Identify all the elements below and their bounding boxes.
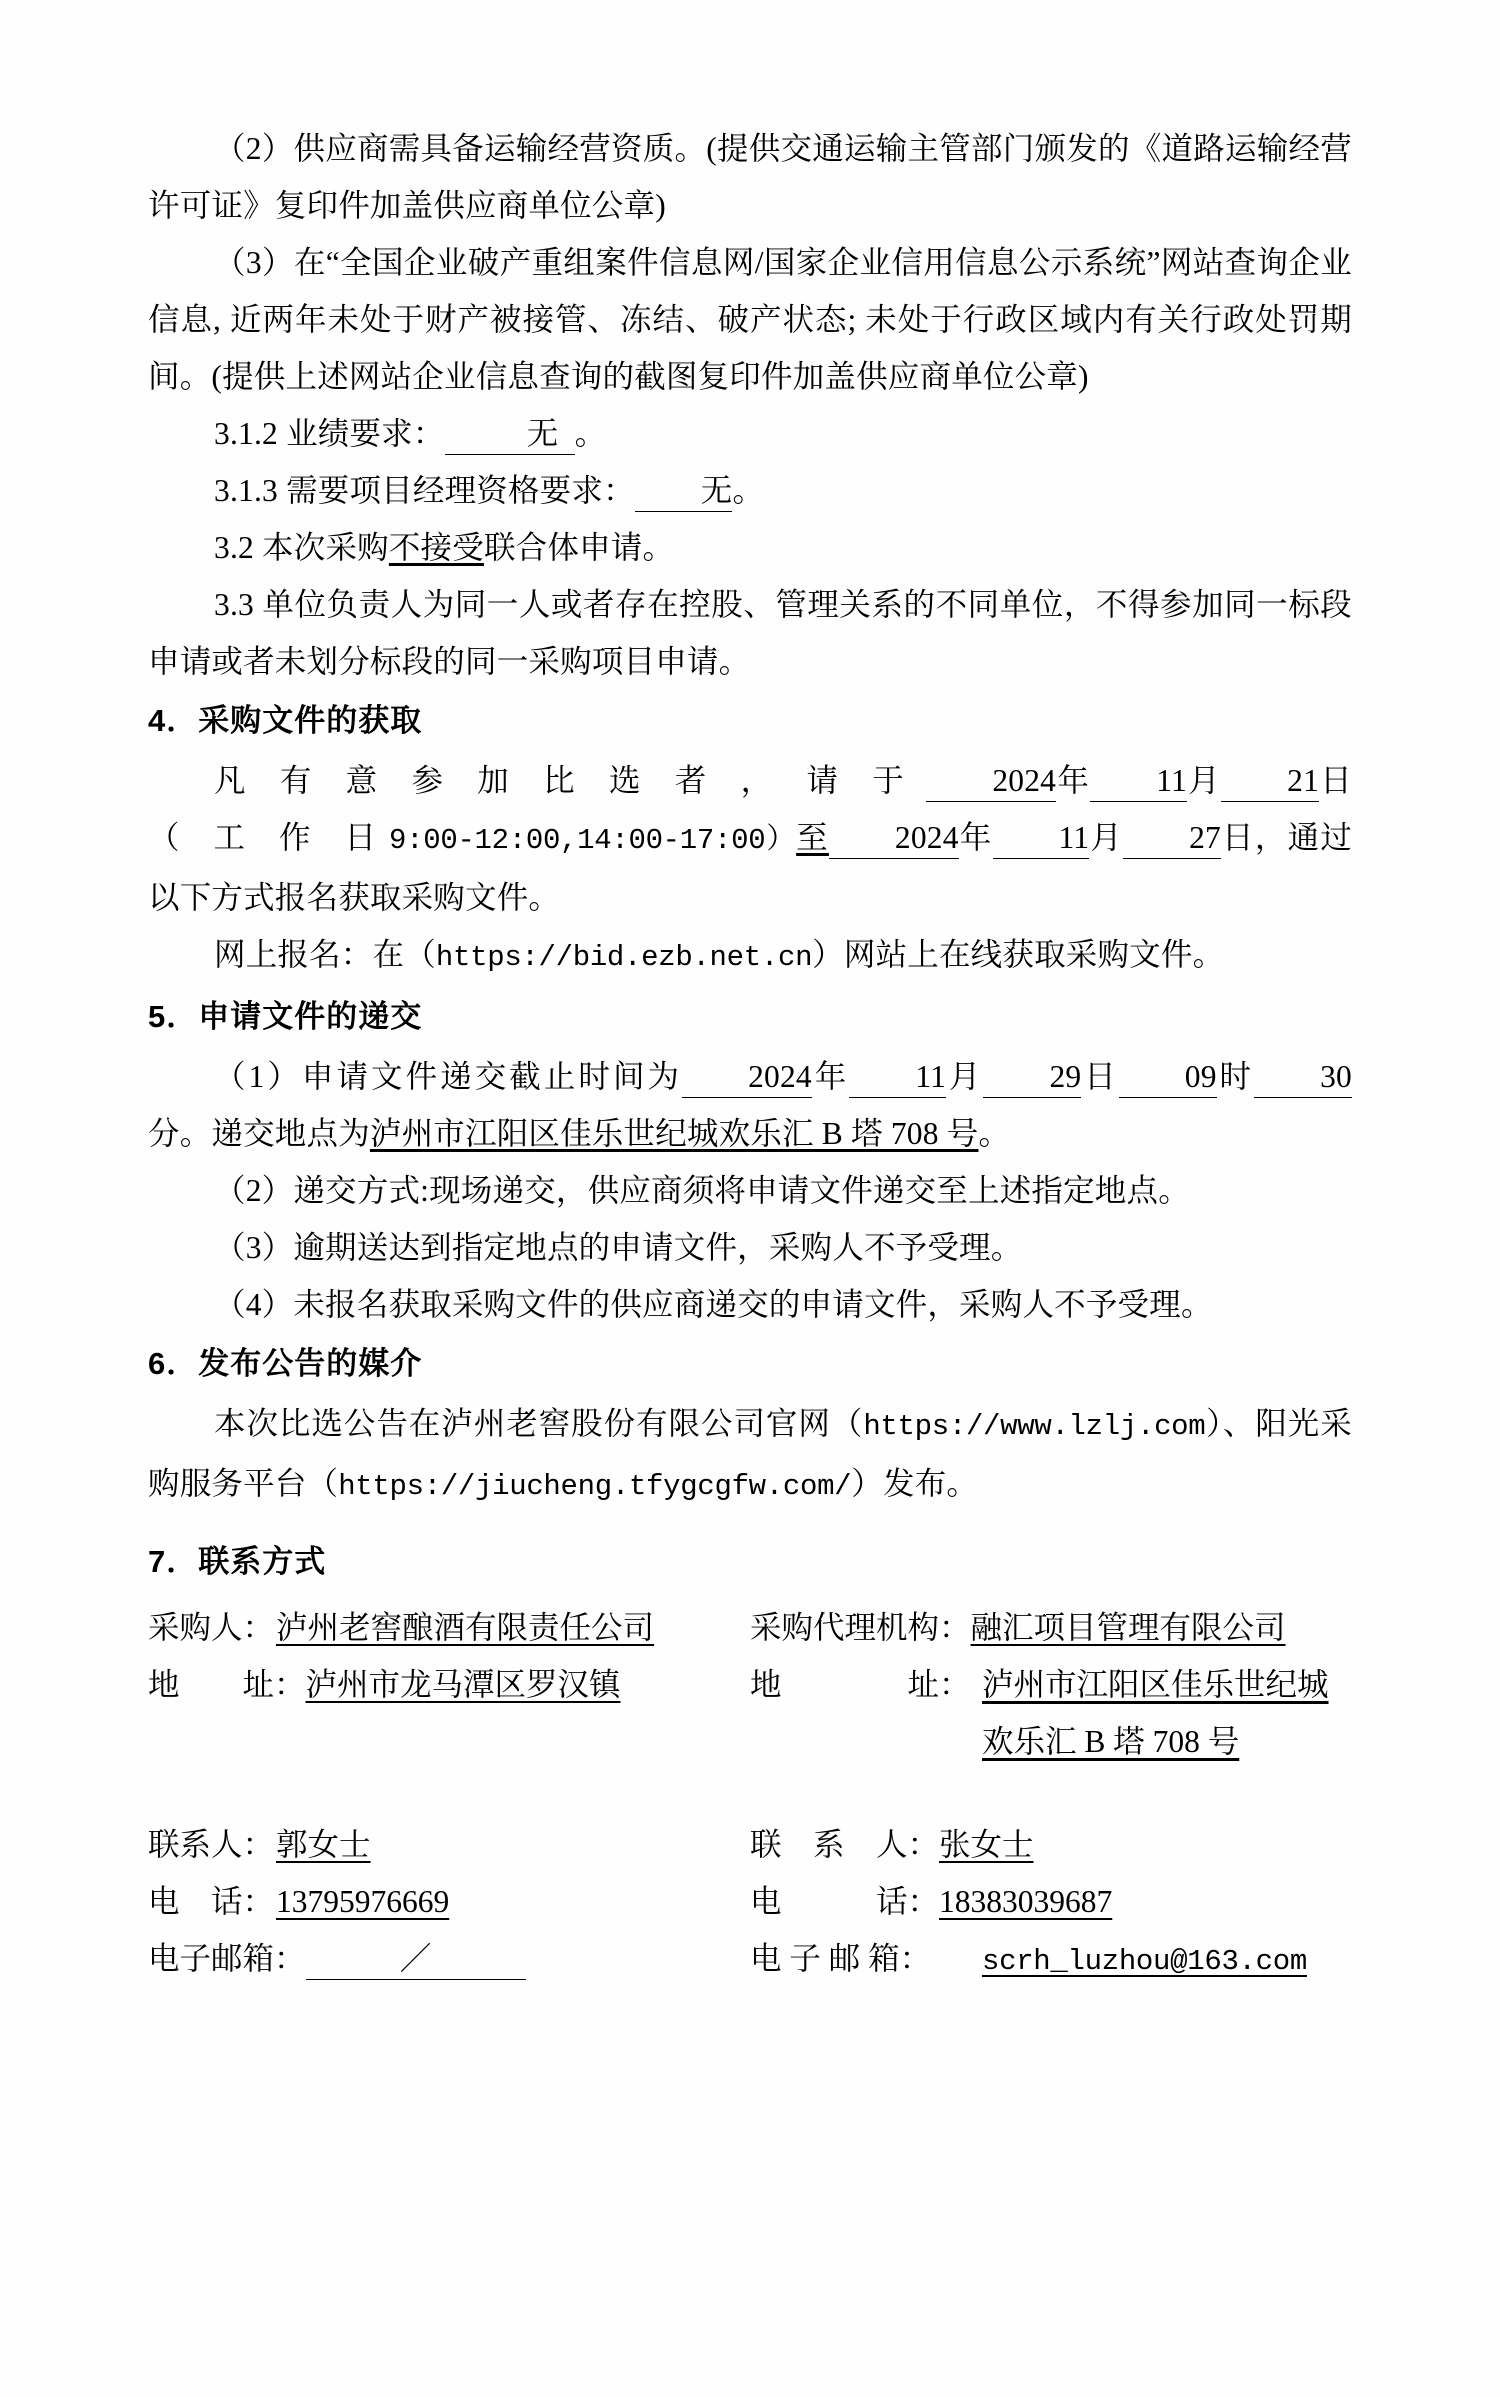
contact-row-address bbox=[148, 1656, 1352, 1770]
platform-url[interactable]: https://jiucheng.tfygcgfw.com/ bbox=[338, 1470, 852, 1503]
deadline-hour-field: 09 bbox=[1119, 1057, 1217, 1098]
media-text-prefix: 本次比选公告在泸州老窖股份有限公司官网（ bbox=[214, 1406, 864, 1441]
clause-3-1-2-suffix: 。 bbox=[574, 416, 607, 451]
year-unit-1: 年 bbox=[1056, 763, 1091, 798]
media-text-mid: ）、阳光采购服务平台（ bbox=[148, 1406, 1352, 1501]
clause-3-1-3-suffix: 。 bbox=[732, 473, 765, 508]
day-unit-2: 日 bbox=[1220, 820, 1255, 855]
clause-3-1-item3: （3）在“全国企业破产重组案件信息网/国家企业信用信息公示系统”网站查询企业信息, 近两年未处于财产被接管、冻结、破产状态; 未处于行政区域内有关行政处罚期间。(提供上述网站企业信息查询的截图复印件加盖供应商单位公章) bbox=[148, 245, 1352, 394]
purchaser-contact-cell bbox=[148, 1816, 750, 1873]
registration-url[interactable]: https://bid.ezb.net.cn bbox=[435, 941, 813, 974]
section-5-item3: （3）逾期送达到指定地点的申请文件，采购人不予受理。 bbox=[214, 1230, 1023, 1265]
section-5-heading: 5．申请文件的递交 bbox=[148, 999, 423, 1034]
deadline-minute-field: 30 bbox=[1254, 1057, 1352, 1098]
section-6-heading: 6．发布公告的媒介 bbox=[148, 1346, 423, 1381]
end-day-field: 27 bbox=[1123, 818, 1221, 859]
month-unit-1: 月 bbox=[1187, 763, 1222, 798]
contact-row-email bbox=[148, 1930, 1352, 1990]
section-7-heading: 7．联系方式 bbox=[148, 1544, 327, 1579]
contact-row-person bbox=[148, 1816, 1352, 1873]
clause-3-1-3 bbox=[148, 462, 1352, 519]
purchaser-address-cell bbox=[148, 1656, 750, 1770]
start-day-field: 21 bbox=[1221, 761, 1319, 802]
start-month-field: 11 bbox=[1090, 761, 1187, 802]
section-4-acquisition-period bbox=[148, 752, 1352, 926]
clause-3-2-suffix: 联合体申请。 bbox=[483, 530, 675, 565]
submission-location-end: 。 bbox=[978, 1116, 1011, 1151]
section-4-heading: 4．采购文件的获取 bbox=[148, 703, 423, 738]
end-month-field: 11 bbox=[993, 818, 1090, 859]
section-4-line2-suffix: ，通过以下方式报名获取采购文件。 bbox=[148, 820, 1353, 915]
purchaser-label: 采购人： bbox=[148, 1610, 275, 1645]
purchaser-email-label: 电子邮箱： bbox=[148, 1941, 306, 1976]
purchaser-address-value: 泸州市龙马潭区罗汉镇 bbox=[305, 1667, 621, 1702]
agency-phone-label: 电 话： bbox=[750, 1884, 940, 1919]
to-word: 至 bbox=[796, 820, 829, 855]
purchaser-email-value: ／ bbox=[306, 1939, 526, 1980]
year-unit-2: 年 bbox=[958, 820, 993, 855]
deadline-day-unit: 日 bbox=[1081, 1059, 1119, 1094]
contact-row-organization bbox=[148, 1599, 1352, 1656]
agency-contact-label: 联 系 人： bbox=[750, 1827, 940, 1862]
clause-3-1-2-label: 3.1.2 业绩要求： bbox=[214, 416, 445, 451]
contact-row-phone bbox=[148, 1873, 1352, 1930]
agency-address-value: 泸州市江阳区佳乐世纪城欢乐汇 B 塔 708 号 bbox=[982, 1667, 1329, 1759]
end-year-field: 2024 bbox=[829, 818, 959, 859]
submission-location-prefix: 。递交地点为 bbox=[179, 1116, 370, 1151]
clause-3-1-2-value: 无 bbox=[445, 414, 575, 455]
clause-3-2-underlined: 不接受 bbox=[388, 530, 484, 565]
section-6-media bbox=[148, 1395, 1352, 1515]
section-4-online-registration bbox=[148, 926, 1352, 986]
purchaser-contact-value: 郭女士 bbox=[276, 1827, 371, 1862]
agency-contact-value: 张女士 bbox=[939, 1827, 1034, 1862]
purchaser-address-label: 地 址： bbox=[148, 1667, 306, 1702]
agency-email-label: 电 子 邮 箱： bbox=[750, 1941, 932, 1976]
working-days-note: （ 工 作 日 bbox=[148, 820, 390, 855]
working-hours: 9:00-12:00,14:00-17:00） bbox=[389, 824, 797, 857]
start-year-field: 2024 bbox=[926, 761, 1056, 802]
clause-3-3: 3.3 单位负责人为同一人或者存在控股、管理关系的不同单位，不得参加同一标段申请或者未划分标段的同一采购项目申请。 bbox=[148, 587, 1352, 679]
agency-contact-cell bbox=[750, 1816, 1352, 1873]
agency-address-cell bbox=[750, 1656, 1352, 1770]
contact-information bbox=[148, 1599, 1352, 1990]
deadline-hour-unit: 时 bbox=[1216, 1059, 1255, 1094]
deadline-minute-unit: 分 bbox=[148, 1116, 180, 1151]
agency-phone-cell bbox=[750, 1873, 1352, 1930]
agency-value: 融汇项目管理有限公司 bbox=[970, 1610, 1286, 1645]
agency-email-value[interactable]: scrh_luzhou@163.com bbox=[982, 1945, 1307, 1978]
section-5-item1 bbox=[148, 1048, 1352, 1162]
online-registration-suffix: ）网站上在线获取采购文件。 bbox=[812, 937, 1225, 972]
clause-3-1-3-label: 3.1.3 需要项目经理资格要求： bbox=[214, 473, 635, 508]
purchaser-cell bbox=[148, 1599, 750, 1656]
purchaser-phone-value: 13795976669 bbox=[276, 1884, 450, 1919]
submission-location-value: 泸州市江阳区佳乐世纪城欢乐汇 B 塔 708 号 bbox=[369, 1116, 979, 1151]
deadline-month-unit: 月 bbox=[946, 1059, 984, 1094]
purchaser-contact-label: 联系人： bbox=[148, 1827, 275, 1862]
clause-3-2-prefix: 3.2 本次采购 bbox=[214, 530, 389, 565]
agency-cell bbox=[750, 1599, 1352, 1656]
section-5-item4: （4）未报名获取采购文件的供应商递交的申请文件，采购人不予受理。 bbox=[214, 1287, 1213, 1322]
section-5-item2: （2）递交方式:现场递交，供应商须将申请文件递交至上述指定地点。 bbox=[214, 1173, 1190, 1208]
media-text-suffix: ）发布。 bbox=[851, 1466, 979, 1501]
purchaser-value: 泸州老窖酿酒有限责任公司 bbox=[276, 1610, 655, 1645]
clause-3-1-3-value: 无 bbox=[635, 471, 733, 512]
deadline-month-field: 11 bbox=[849, 1057, 946, 1098]
month-unit-2: 月 bbox=[1089, 820, 1124, 855]
clause-3-2 bbox=[148, 519, 1352, 576]
agency-email-cell bbox=[750, 1930, 1352, 1990]
agency-address-label: 地 址： bbox=[750, 1667, 971, 1702]
submission-deadline-prefix: （1）申请文件递交截止时间为 bbox=[214, 1059, 683, 1094]
clause-3-1-2 bbox=[148, 405, 1352, 462]
purchaser-phone-cell bbox=[148, 1873, 750, 1930]
purchaser-phone-label: 电 话： bbox=[148, 1884, 275, 1919]
purchaser-email-cell bbox=[148, 1930, 750, 1990]
deadline-year-unit: 年 bbox=[811, 1059, 850, 1094]
agency-label: 采购代理机构： bbox=[750, 1610, 971, 1645]
clause-3-1-item2: （2）供应商需具备运输经营资质。(提供交通运输主管部门颁发的《道路运输经营许可证》复印件加盖供应商单位公章) bbox=[148, 131, 1352, 223]
deadline-day-field: 29 bbox=[983, 1057, 1081, 1098]
section-4-line1-prefix: 凡 有 意 参 加 比 选 者 ， 请 于 bbox=[214, 763, 917, 798]
online-registration-label: 网上报名：在（ bbox=[214, 937, 436, 972]
official-website-url[interactable]: https://www.lzlj.com bbox=[863, 1410, 1206, 1443]
deadline-year-field: 2024 bbox=[682, 1057, 812, 1098]
day-unit-1: 日 bbox=[1319, 763, 1353, 798]
agency-phone-value: 18383039687 bbox=[939, 1884, 1113, 1919]
